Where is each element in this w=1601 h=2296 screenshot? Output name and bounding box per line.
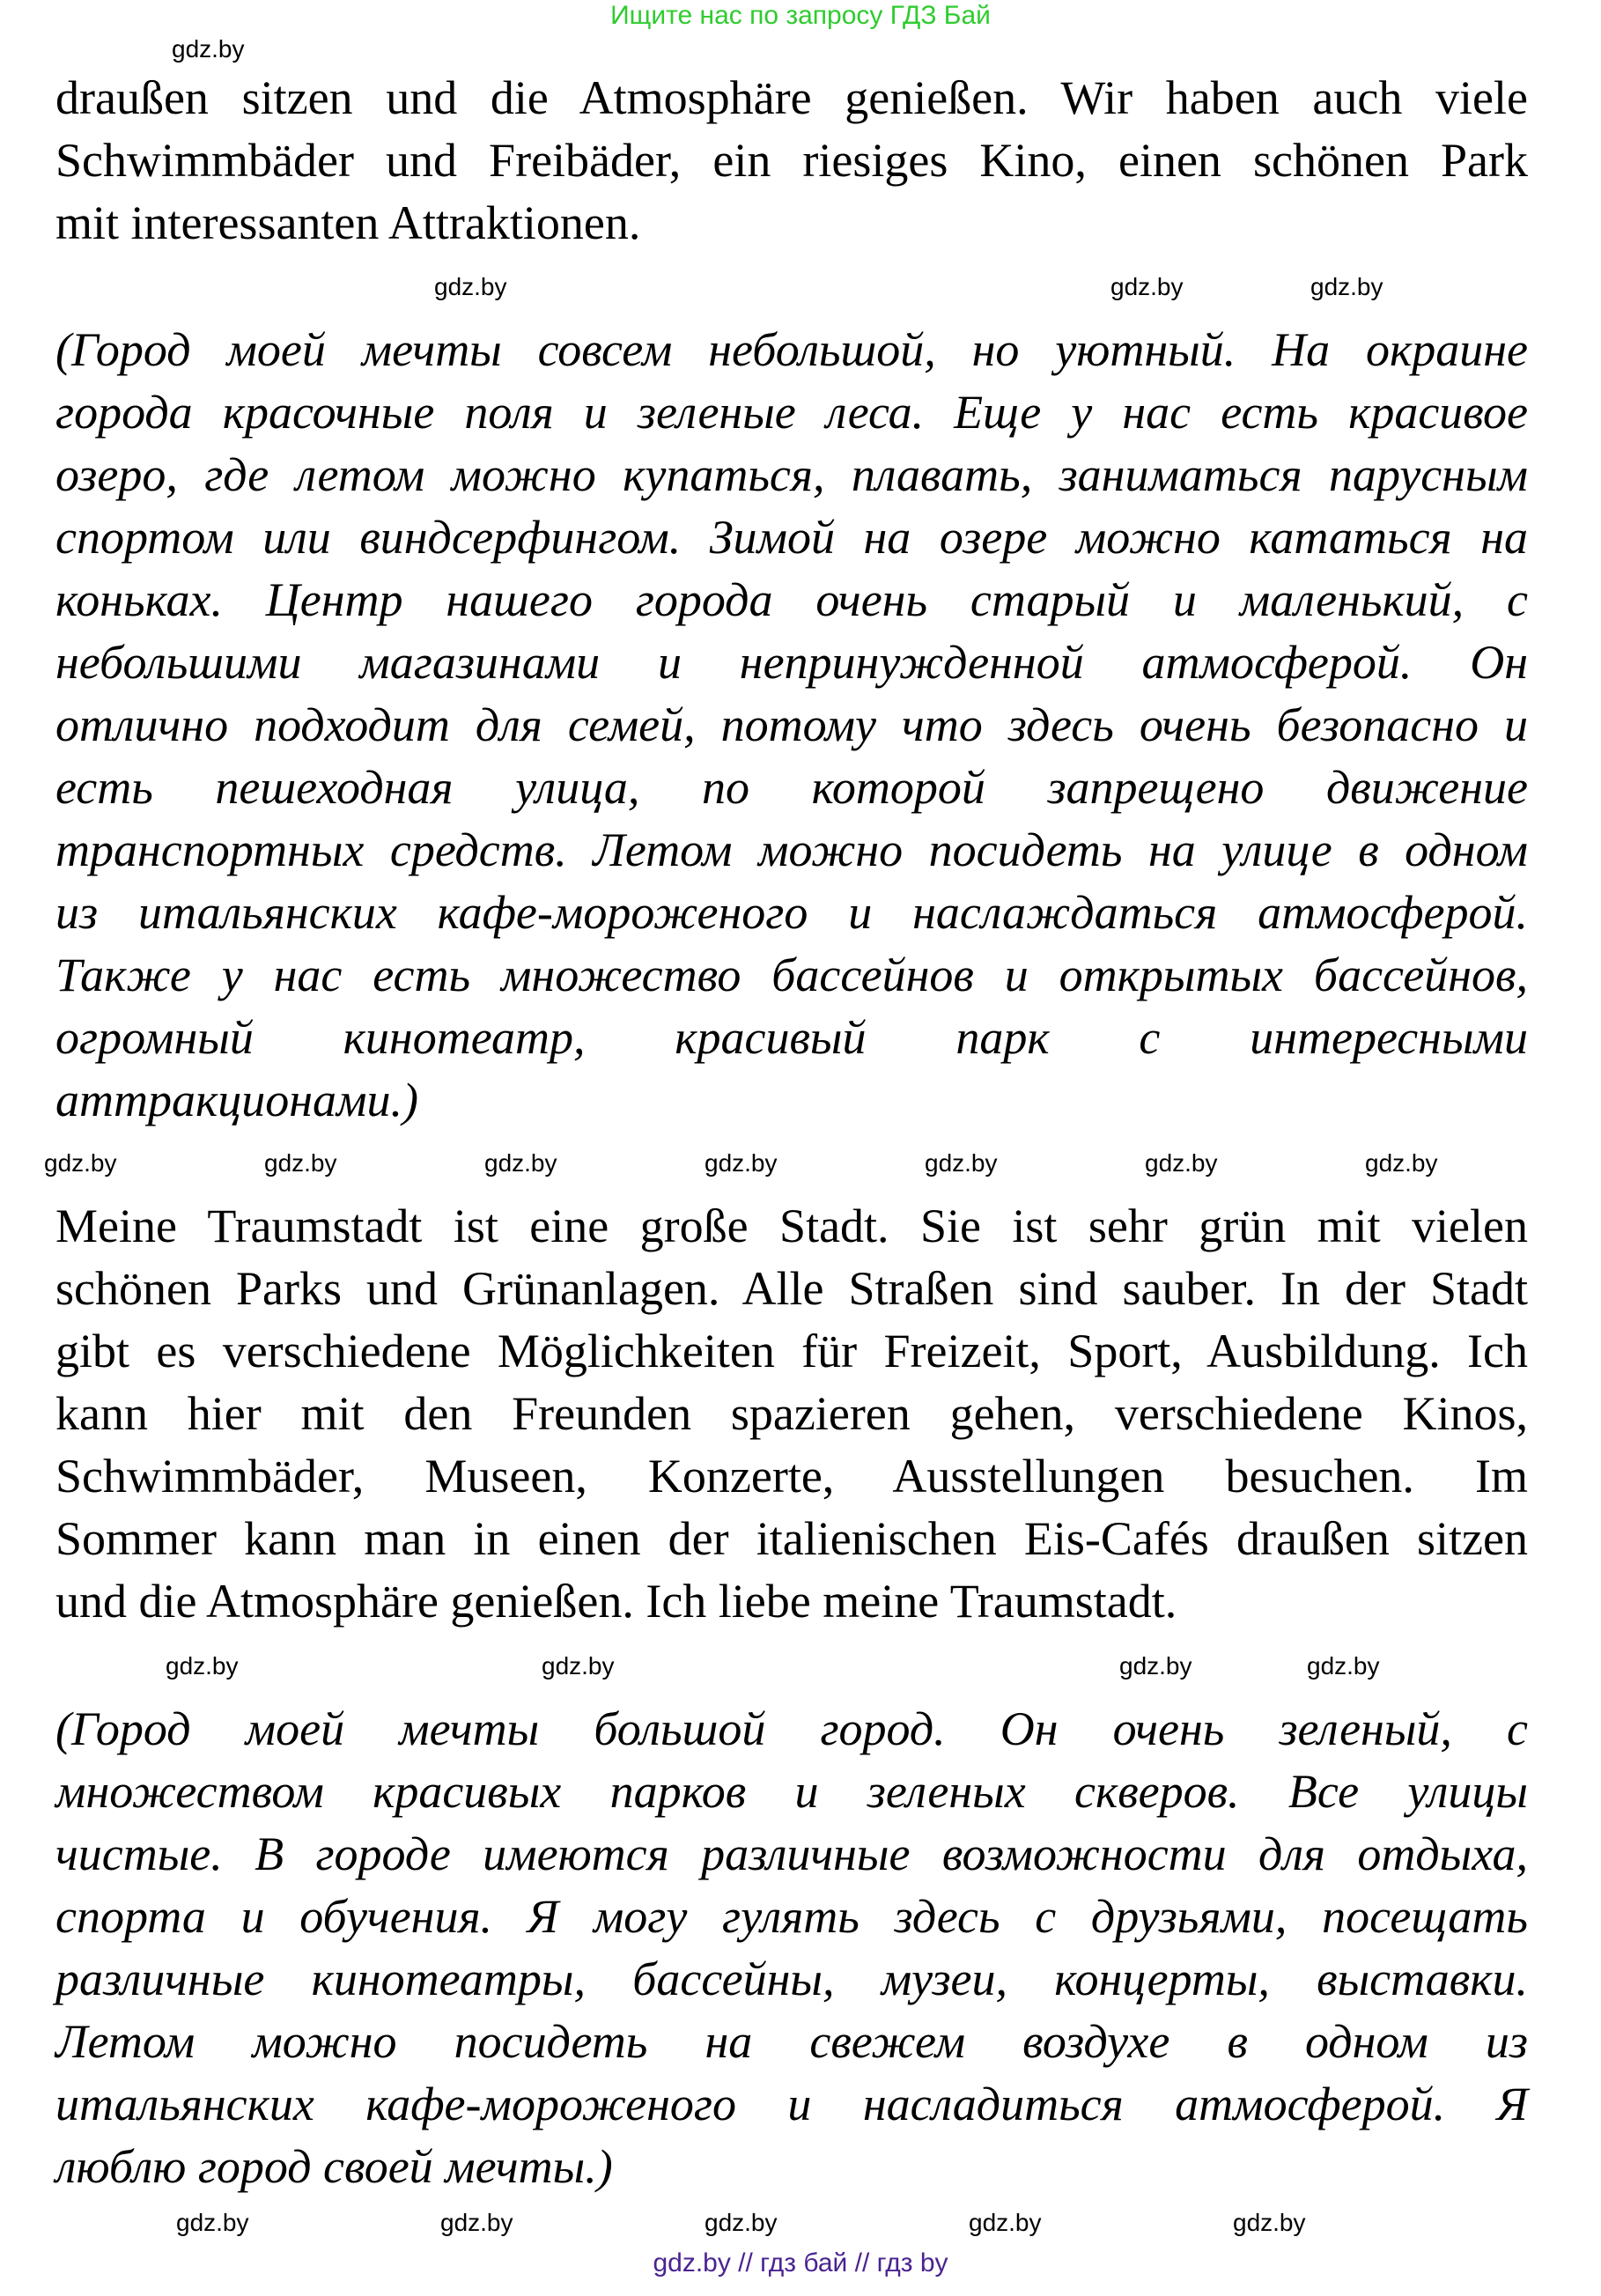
text-line: коньках. Центр нашего города очень старый и маленький, с: [55, 573, 1528, 626]
text-line: спорта и обучения. Я могу гулять здесь с друзьями, посещать: [55, 1890, 1528, 1943]
text-line: города красочные поля и зеленые леса. Еще у нас есть красивое: [55, 386, 1528, 439]
gdz-watermark: gdz.by: [542, 1652, 615, 1680]
text-line: kann hier mit den Freunden spazieren gehen, verschiedene Kinos,: [55, 1387, 1528, 1440]
text-line: чистые. В городе имеются различные возможности для отдыха,: [55, 1827, 1528, 1880]
gdz-watermark: gdz.by: [176, 2209, 249, 2236]
text-line: итальянских кафе-мороженого и насладиться атмосферой. Я: [55, 2078, 1528, 2130]
gdz-watermark: gdz.by: [1145, 1149, 1218, 1177]
text-line: аттракционами.): [55, 1074, 418, 1126]
gdz-watermark: gdz.by: [166, 1652, 239, 1680]
text-line: schönen Parks und Grünanlagen. Alle Straßen sind sauber. In der Stadt: [55, 1262, 1528, 1315]
footer-watermark: gdz.by // гдз бай // гдз by: [653, 2248, 948, 2278]
text-line: draußen sitzen und die Atmosphäre genießen. Wir haben auch viele: [55, 71, 1528, 124]
text-line: множеством красивых парков и зеленых скверов. Все улицы: [55, 1765, 1528, 1818]
gdz-watermark: gdz.by: [484, 1149, 557, 1177]
text-line: Meine Traumstadt ist eine große Stadt. Sie ist sehr grün mit vielen: [55, 1200, 1528, 1252]
text-line: есть пешеходная улица, по которой запрещено движение: [55, 761, 1528, 814]
text-line: Schwimmbäder, Museen, Konzerte, Ausstellungen besuchen. Im: [55, 1450, 1528, 1502]
gdz-watermark: gdz.by: [1233, 2209, 1306, 2236]
gdz-watermark: gdz.by: [925, 1149, 998, 1177]
text-line: (Город моей мечты совсем небольшой, но уютный. На окраине: [55, 323, 1528, 376]
text-line: Летом можно посидеть на свежем воздухе в одном из: [55, 2015, 1528, 2068]
text-line: небольшими магазинами и непринужденной атмосферой. Он: [55, 636, 1528, 689]
text-line: Sommer kann man in einen der italienischen Eis-Cafés draußen sitzen: [55, 1512, 1528, 1565]
text-line: люблю город своей мечты.): [55, 2140, 613, 2193]
text-line: und die Atmosphäre genießen. Ich liebe meine Traumstadt.: [55, 1575, 1177, 1628]
gdz-watermark: gdz.by: [1310, 273, 1383, 300]
text-line: спортом или виндсерфингом. Зимой на озере можно кататься на: [55, 511, 1528, 564]
gdz-watermark: gdz.by: [264, 1149, 337, 1177]
text-line: gibt es verschiedene Möglichkeiten für Freizeit, Sport, Ausbildung. Ich: [55, 1325, 1528, 1377]
text-line: из итальянских кафе-мороженого и наслаждаться атмосферой.: [55, 886, 1528, 939]
gdz-watermark: gdz.by: [1365, 1149, 1438, 1177]
gdz-watermark: gdz.by: [1110, 273, 1184, 300]
gdz-watermark: gdz.by: [1119, 1652, 1192, 1680]
text-line: озеро, где летом можно купаться, плавать, заниматься парусным: [55, 448, 1528, 501]
text-line: отлично подходит для семей, потому что здесь очень безопасно и: [55, 698, 1528, 751]
text-line: огромный кинотеатр, красивый парк с интересными: [55, 1011, 1528, 1064]
gdz-watermark: gdz.by: [44, 1149, 117, 1177]
text-line: транспортных средств. Летом можно посидеть на улице в одном: [55, 823, 1528, 876]
text-line: Schwimmbäder und Freibäder, ein riesiges Kino, einen schönen Park: [55, 134, 1528, 187]
text-line: различные кинотеатры, бассейны, музеи, концерты, выставки.: [55, 1953, 1528, 2005]
search-hint-banner: Ищите нас по запросу ГДЗ Бай: [610, 1, 991, 30]
gdz-watermark: gdz.by: [434, 273, 507, 300]
gdz-watermark: gdz.by: [969, 2209, 1042, 2236]
text-line: Также у нас есть множество бассейнов и открытых бассейнов,: [55, 949, 1528, 1001]
gdz-watermark: gdz.by: [705, 2209, 778, 2236]
text-line: (Город моей мечты большой город. Он очень зеленый, с: [55, 1702, 1528, 1755]
gdz-watermark: gdz.by: [705, 1149, 778, 1177]
gdz-watermark: gdz.by: [440, 2209, 513, 2236]
gdz-watermark: gdz.by: [1307, 1652, 1380, 1680]
text-line: mit interessanten Attraktionen.: [55, 196, 641, 249]
gdz-watermark: gdz.by: [172, 35, 245, 63]
